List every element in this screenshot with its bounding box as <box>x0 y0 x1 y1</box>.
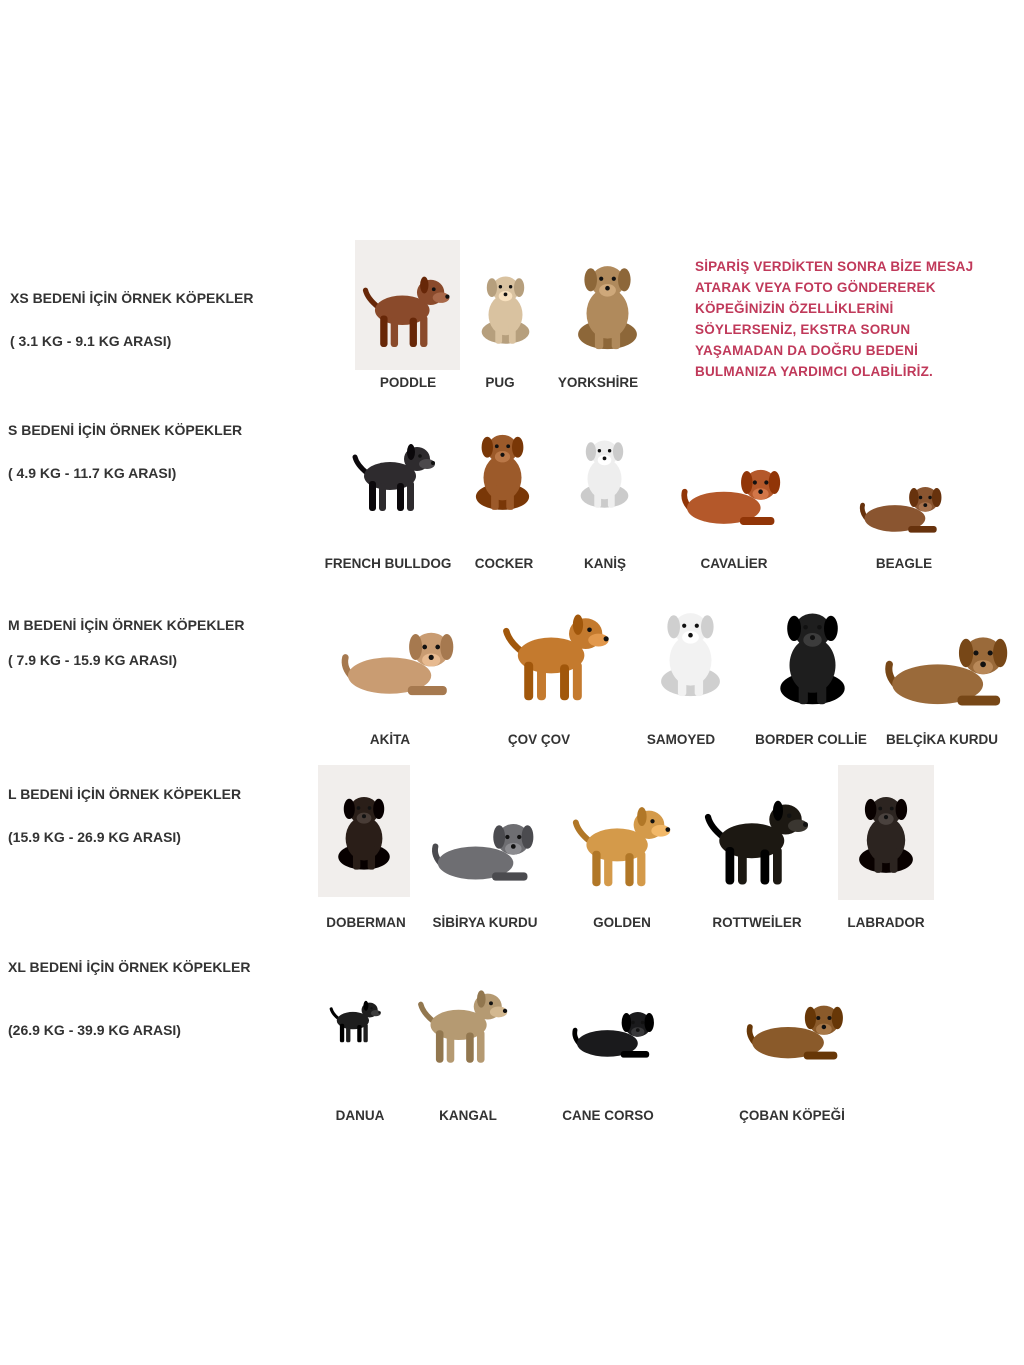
dog-photo-pug <box>463 244 548 372</box>
dog-photo-chow-chow <box>490 585 625 713</box>
dog-name-cane-corso: CANE CORSO <box>562 1108 654 1123</box>
dog-photo-cavalier <box>658 425 808 540</box>
dog-photo-great-dane <box>325 945 387 1090</box>
dog-photo-poddle <box>355 240 460 370</box>
dog-photo-border-collie <box>755 585 870 727</box>
dog-photo-labrador <box>838 765 934 900</box>
french-bulldog-icon <box>345 400 445 542</box>
size-s-title: S BEDENİ İÇİN ÖRNEK KÖPEKLER <box>8 422 243 438</box>
dog-name-beagle: BEAGLE <box>875 556 933 571</box>
dog-name-cavalier: CAVALİER <box>700 556 768 571</box>
note-line: ATARAK VEYA FOTO GÖNDEREREK <box>695 280 936 295</box>
size-m-range: ( 7.9 KG - 15.9 KG ARASI) <box>8 652 178 668</box>
husky-icon <box>415 778 555 896</box>
dog-name-yorkshire: YORKSHİRE <box>557 375 639 390</box>
size-l-title: L BEDENİ İÇİN ÖRNEK KÖPEKLER <box>8 786 242 802</box>
chow-chow-icon <box>490 585 625 713</box>
dog-photo-husky <box>415 778 555 896</box>
dog-photo-akita <box>325 582 475 712</box>
belgian-shepherd-icon <box>875 582 1023 724</box>
size-m-title: M BEDENİ İÇİN ÖRNEK KÖPEKLER <box>8 617 245 633</box>
dog-photo-cane-corso <box>530 975 700 1070</box>
doberman-icon <box>318 765 410 897</box>
dog-name-akita: AKİTA <box>369 732 411 747</box>
dog-photo-beagle <box>820 450 985 545</box>
note-line: SÖYLERSENİZ, EKSTRA SORUN <box>695 322 911 337</box>
dog-name-kanis: KANİŞ <box>583 556 627 571</box>
dog-photo-rottweiler <box>688 772 828 897</box>
dog-photo-cocker <box>455 398 550 542</box>
dog-photo-french-bulldog <box>345 400 445 542</box>
dog-name-pug: PUG <box>485 375 515 390</box>
cavalier-icon <box>658 425 808 540</box>
note-line: KÖPEĞİNİZİN ÖZELLİKLERİNİ <box>695 301 894 316</box>
order-note <box>695 256 1015 382</box>
dog-photo-belgian-shepherd <box>875 582 1023 724</box>
dog-photo-yorkshire <box>555 240 660 370</box>
dog-name-labrador: LABRADOR <box>847 915 925 930</box>
labrador-icon <box>838 765 934 900</box>
dog-name-samoyed: SAMOYED <box>646 732 716 747</box>
samoyed-icon <box>638 582 743 722</box>
golden-retriever-icon <box>558 780 688 898</box>
akita-icon <box>325 582 475 712</box>
note-line: BULMANIZA YARDIMCI OLABİLİRİZ. <box>695 364 933 379</box>
dog-photo-samoyed <box>638 582 743 722</box>
size-l-range: (15.9 KG - 26.9 KG ARASI) <box>8 829 181 845</box>
great-dane-icon <box>325 945 387 1090</box>
dog-name-great-dane: DANUA <box>335 1108 385 1123</box>
dog-name-husky: SİBİRYA KURDU <box>432 915 538 930</box>
yorkshire-icon <box>555 240 660 370</box>
kangal-icon <box>410 962 518 1077</box>
dog-name-french-bulldog: FRENCH BULLDOG <box>324 556 452 571</box>
dog-name-golden: GOLDEN <box>593 915 651 930</box>
size-xs-title: XS BEDENİ İÇİN ÖRNEK KÖPEKLER <box>10 290 254 306</box>
size-xs-range: ( 3.1 KG - 9.1 KG ARASI) <box>10 333 172 349</box>
dog-name-kangal: KANGAL <box>439 1108 497 1123</box>
dog-name-chow-chow: ÇOV ÇOV <box>507 732 571 747</box>
german-shepherd-icon <box>722 962 872 1074</box>
cane-corso-icon <box>530 975 700 1070</box>
pug-icon <box>463 244 548 372</box>
note-line: SİPARİŞ VERDİKTEN SONRA BİZE MESAJ <box>695 259 974 274</box>
rottweiler-icon <box>688 772 828 897</box>
dog-name-rottweiler: ROTTWEİLER <box>712 915 802 930</box>
size-xl-title: XL BEDENİ İÇİN ÖRNEK KÖPEKLER <box>8 959 251 975</box>
dog-name-cocker: COCKER <box>474 556 534 571</box>
dog-name-border-collie: BORDER COLLİE <box>755 732 867 747</box>
poodle-icon <box>562 400 647 544</box>
border-collie-icon <box>755 585 870 727</box>
dog-photo-german-shepherd <box>722 962 872 1074</box>
dog-photo-doberman <box>318 765 410 897</box>
dog-name-german-shepherd: ÇOBAN KÖPEĞİ <box>739 1108 845 1123</box>
cocker-icon <box>455 398 550 542</box>
beagle-icon <box>820 450 985 545</box>
dog-name-doberman: DOBERMAN <box>326 915 406 930</box>
note-line: YAŞAMADAN DA DOĞRU BEDENİ <box>695 343 919 358</box>
dog-photo-golden <box>558 780 688 898</box>
dog-photo-kanis <box>562 400 647 544</box>
dog-name-belgian-shepherd: BELÇİKA KURDU <box>886 732 998 747</box>
dog-name-poddle: PODDLE <box>379 375 437 390</box>
size-s-range: ( 4.9 KG - 11.7 KG ARASI) <box>8 465 177 481</box>
poodle-icon <box>355 240 460 370</box>
dog-photo-kangal <box>410 962 518 1077</box>
size-xl-range: (26.9 KG - 39.9 KG ARASI) <box>8 1022 181 1038</box>
